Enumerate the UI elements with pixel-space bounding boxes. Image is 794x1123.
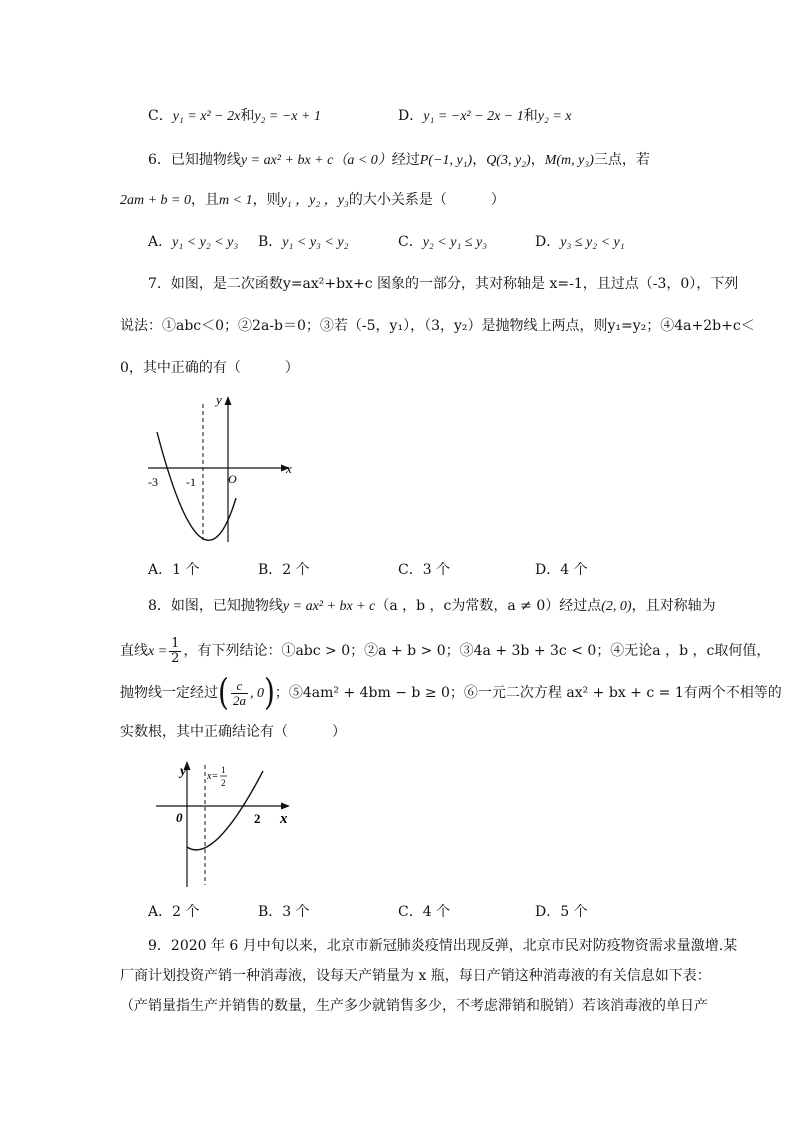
q8-x-arrow [281,803,290,810]
q7-origin-label: O [228,472,237,486]
q7-option-b: B．2 个 [258,562,310,578]
q8-option-d: D．5 个 [535,904,588,920]
q9-stem-line2: 厂商计划投资产销一种消毒液，设每天产销量为 x 瓶，每日产销这种消毒液的有关信息如下表： [120,968,711,984]
q7-option-c: C．3 个 [398,562,451,578]
q9-stem-line1: 9．2020 年 6 月中旬以来，北京市新冠肺炎疫情出现反弹，北京市民对防疫物资需求量激增.某 [148,938,738,954]
q7-option-d: D．4 个 [535,562,588,578]
q6-option-b: B．y₁ < y₃ < y₂ [258,234,349,250]
q8-axis-num: 1 [221,765,226,775]
q8-option-a: A．2 个 [148,904,200,920]
q6-stem-line1: 6．已知抛物线y = ax² + bx + c（a < 0）经过P(−1, y₁)，Q(3, y₂)，M(m, y₃)三点，若 [148,152,650,168]
q8-option-c: C．4 个 [398,904,451,920]
q7-y-arrow [225,396,232,405]
q8-stem-line2: 直线x = $\frac{1}{2}$ ，有下列结论：①abc > 0；②a + b > 0；③4a + 3b + 3c < 0；④无论a ，b ，c取何值， [120,635,771,666]
q6-option-c: C．y₂ < y₁ ≤ y₃ [398,234,488,250]
q8-axis-den: 2 [221,778,226,788]
q8-parabola-graph [150,755,300,895]
q7-tick-neg1: -1 [186,475,196,489]
q7-parabola-graph [140,390,300,550]
q8-axis-label: x= [207,771,219,782]
q6-option-a: A．y₁ < y₂ < y₃ [148,234,239,250]
q7-option-a: A．1 个 [148,562,200,578]
q8-option-b: B．3 个 [258,904,310,920]
q8-origin-label: 0 [176,810,183,825]
q8-tick-2: 2 [254,811,261,826]
q8-x-label: x [280,811,288,827]
q8-y-label: y [180,764,187,779]
q7-stem-line2: 说法：①abc＜0；②2a-b＝0；③若（-5，y₁），（3，y₂）是抛物线上两点，则y₁=y₂；④4a+2b+c＜ [120,318,755,334]
q8-stem-line1: 8．如图，已知抛物线y = ax² + bx + c（a ，b ，c为常数，a ≠ 0）经过点(2, 0)，且对称轴为 [148,598,716,614]
q7-parabola-curve [157,432,236,540]
q7-stem-line3: 0，其中正确的有（ ） [120,360,299,376]
q8-stem-line3: 抛物线一定经过( $\frac{c}{2a}$ , 0)；⑤4am² + 4bm − b ≥ 0；⑥一元二次方程 ax² + bx + c = 1有两个不相等的 [120,670,782,714]
q8-stem-line4: 实数根，其中正确结论有（ ） [120,724,346,740]
q5-option-c: C．y₁ = x² − 2x和y₂ = −x + 1 [148,108,321,124]
q5-option-d: D．y₁ = −x² − 2x − 1和y₂ = x [398,108,572,124]
q7-y-label: y [216,392,222,407]
q7-stem-line1: 7．如图，是二次函数y=ax²+bx+c 图象的一部分，其对称轴是 x=-1，且过点（-3，0），下列 [148,276,739,292]
q7-tick-neg3: -3 [148,475,158,489]
q6-option-d: D．y₃ ≤ y₂ < y₁ [535,234,625,250]
q6-stem-line2: 2am + b = 0，且m < 1，则y₁ ，y₂ ，y₃的大小关系是（ ） [120,192,505,208]
q7-x-label: x [286,461,292,476]
q9-stem-line3: （产销量指生产并销售的数量，生产多少就销售多少，不考虑滞销和脱销）若该消毒液的单日产 [120,998,708,1014]
